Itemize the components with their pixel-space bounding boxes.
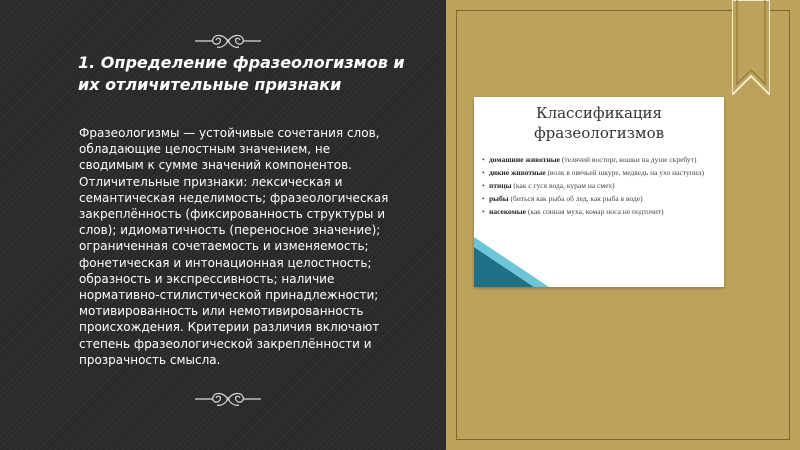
- classification-image-card: [474, 97, 724, 287]
- ornament-divider-top-icon: [193, 30, 263, 52]
- bookmark-ribbon-icon: [732, 0, 770, 95]
- list-item-example: (как с гуся вода, курам на смех): [513, 181, 615, 190]
- card-classification-list: [482, 155, 718, 220]
- slide-body-text: Фразеологизмы — устойчивые сочетания слов, обладающие целостным значением, не сводимым к сумме значений компонентов. Отличительные признаки: лексическая и семантическая неделимость; фразеологическая закреплённость (фиксированность структуры и слов); идиоматичность (переносное значение); ограниченная сочетаемость и изменяемость; фонетическая и интонационная целостность; образность и экспрессивность; наличие нормативно-стилистической принадлежности; мотивированность или немотивированность происхождения. Критерии различия включают степень фразеологической закреплённости и прозрачность смысла.: [79, 126, 389, 367]
- list-item-term: домашние животные: [489, 155, 560, 164]
- card-title-line-1: Классификация: [535, 104, 663, 122]
- card-title-line-2: фразеологизмов: [533, 124, 665, 142]
- ornament-divider-bottom-icon: [193, 388, 263, 410]
- list-item-example: (телячий восторг, кошки на душе скребут): [561, 155, 697, 164]
- list-item-example: (как сонная муха, комар носа не подточит): [527, 207, 664, 216]
- list-item: • птицы (как с гуся вода, курам на смех): [482, 181, 615, 190]
- card-title: [474, 103, 724, 143]
- list-item-term: дикие животные: [489, 168, 546, 177]
- list-item-example: (волк в овечьей шкуре, медведь на ухо наступил): [547, 168, 704, 177]
- list-item-term: птицы: [489, 181, 512, 190]
- list-item: • дикие животные (волк в овечьей шкуре, медведь на ухо наступил): [482, 168, 704, 177]
- list-item-term: рыбы: [489, 194, 509, 203]
- list-item: • насекомые (как сонная муха, комар носа не подточит): [482, 207, 664, 216]
- list-item: • рыбы (биться как рыба об лед, как рыба в воде): [482, 194, 643, 203]
- slide-title: 1. Определение фразеологизмов и их отличительные признаки: [78, 53, 405, 94]
- list-item: • домашние животные (телячий восторг, кошки на душе скребут): [482, 155, 697, 164]
- list-item-term: насекомые: [489, 207, 526, 216]
- list-item-example: (биться как рыба об лед, как рыба в воде): [510, 194, 643, 203]
